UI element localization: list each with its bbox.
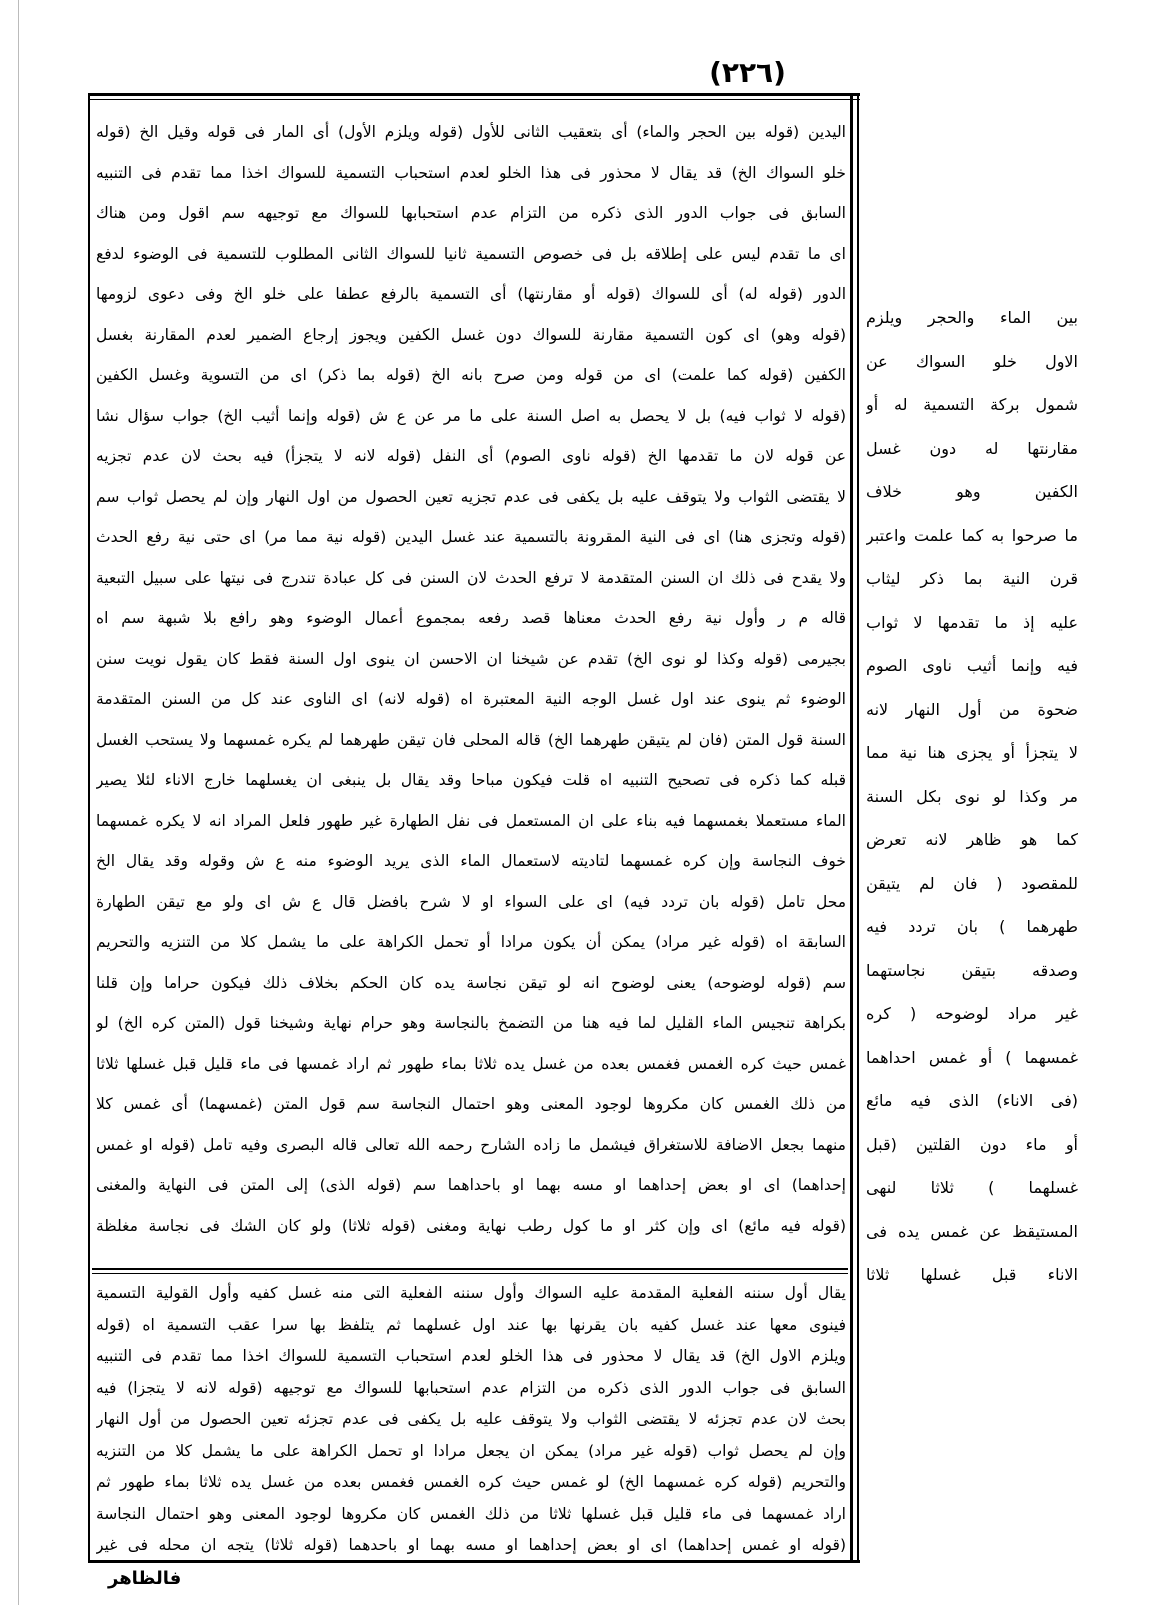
margin-text-line: عليه إذ ما تقدمها لا ثواب: [866, 612, 1078, 632]
upper-text-line: (قوله لا ثواب فيه) بل لا يحصل به اصل السنة على ما مر عن ع ش (قوله وإنما أثيب الخ) جواب سؤال نشا: [96, 406, 846, 425]
upper-text-line: بجيرمى (قوله وكذا لو نوى الخ) تقدم عن شيخنا ان الاحسن ان ينوى اول السنة فقط كان يقول نويت سنن: [96, 649, 846, 668]
upper-text-line: سم (قوله لوضوحه) يعنى لوضوح انه لو تيقن نجاسة يده كان الحكم بخلاف ذلك فيكون حراما وإن قلنا: [96, 973, 846, 992]
lower-text-line: بحث لان عدم تجزئه لا يقتضى الثواب ولا يتوقف عليه بل يكفى فى عدم تجزئه تعين الحصول من أول النهار: [96, 1410, 846, 1428]
margin-text-line: كما هو ظاهر لانه تعرض: [866, 830, 1078, 849]
commentary-upper-text: [96, 112, 846, 1246]
upper-text-line: إحداهما) اى او بعض إحداهما او مسه بهما او باحداهما سم (قوله الذى) إلى المتن فى النهاية والمغنى: [96, 1176, 846, 1194]
margin-text-line: غسلهما ) ثلاثا لنهى: [866, 1178, 1078, 1197]
margin-text-line: شمول بركة التسمية له أو: [866, 395, 1078, 414]
section-divider: [92, 1268, 848, 1270]
lower-text-line: (قوله او غمس إحداهما) اى او بعض إحداهما او مسه بهما او باحدهما (قوله ثلاثا) يتجه ان محله فى غير: [96, 1536, 846, 1554]
upper-text-line: (قوله فيه مائع) اى وإن كثر او ما كول رطب نهاية ومغنى (قوله ثلاثا) ولو كان الشك فى نجاسة مغلظة: [96, 1216, 846, 1235]
upper-text-line: اى ما تقدم ليس على إطلاقه بل فى خصوص التسمية ثانيا للسواك الثانى المطلوب للتسمية فى الوضوء لدفع: [96, 244, 846, 263]
upper-text-line: السابقة اه (قوله غير مراد) يمكن أن يكون مرادا أو تحمل الكراهة على ما يشمل كلا من التنزيه والتحريم: [96, 933, 846, 951]
lower-text-line: ويلزم الاول الخ) قد يقال لا محذور فى هذا الخلو لعدم استحباب التسمية للسواك اخذا مما تقدم فى التنبيه: [96, 1347, 846, 1365]
upper-text-line: عن قوله لان ما تقدمها الخ (قوله ناوى الصوم) أى النفل (قوله لانه لا يتجزأ) فيه بحث لان عدم تجزيه: [96, 447, 846, 465]
catchword: فالظاهر: [108, 1568, 182, 1589]
lower-text-line: والتحريم (قوله كره غمسهما الخ) لو غمس حيث كره الغمس فغمس بعده من غسل يده ثلاثا بماء طهور ثم: [96, 1473, 846, 1491]
frame-left-rule: [88, 93, 90, 1563]
upper-text-line: السابق فى جواب الدور الذى ذكره من التزام عدم استحبابها للسواك مع توجيهه سم اقول ومن هناك: [96, 204, 846, 222]
lower-text-line: وإن لم يحصل ثواب (قوله غير مراد) يمكن ان يجعل مرادا او تحمل الكراهة على ما يشمل كلا من التنزيه: [96, 1441, 846, 1460]
upper-text-line: الوضوء ثم ينوى عند اول غسل الوجه النية المعتبرة اه (قوله لانه) اى الناوى عند كل من السنن المتقدمة: [96, 690, 846, 708]
upper-text-line: الماء مستعملا بغمسهما فيه بناء على ان المستعمل فى نفل الطهارة غير طهور فلعل المراد انه لا يكره غمسهما: [96, 811, 846, 830]
margin-text-line: غير مراد لوضوحه ( كره: [866, 1004, 1078, 1023]
upper-text-line: قاله م ر وأول نية رفع الحدث معناها قصد رفعه بمجموع أعمال الوضوء وهو رافع بلا شبهة سم اه: [96, 609, 846, 627]
upper-text-line: اليدين (قوله بين الحجر والماء) أى بتعقيب الثانى للأول (قوله ويلزم الأول) أى المار فى قوله وقيل الخ (قوله: [96, 123, 846, 141]
margin-text-line: الاول خلو السواك عن: [866, 351, 1078, 371]
lower-text-line: اراد غمسهما فى ماء قليل قبل غسلها ثلاثا من ذلك الغمس كان مكروها لوجود المعنى وهو احتمال النجاسة: [96, 1504, 846, 1523]
upper-text-line: خلو السواك الخ) قد يقال لا محذور فى هذا الخلو لعدم استحباب التسمية للسواك اخذا مما تقدم فى التنبيه: [96, 163, 846, 182]
section-divider-inner: [92, 1273, 848, 1274]
margin-text-line: مقارنتها له دون غسل: [866, 438, 1078, 458]
margin-text-line: أو ماء دون القلتين (قبل: [866, 1134, 1078, 1154]
upper-text-line: الكفين (قوله كما علمت) اى من قوله ومن صرح بانه الخ (قوله بما ذكر) اى من التسوية وغسل الكفين: [96, 366, 846, 384]
upper-text-line: قبله كما ذكره فى تصحيح التنبيه اه قلت فيكون مباحا وقد يقال بل ينبغى ان يغسلهما خارج الاناء لئلا يصير: [96, 771, 846, 789]
margin-text-line: قرن النية بما ذكر ليثاب: [866, 569, 1078, 588]
lower-text-line: يقال أول سننه الفعلية المقدمة عليه السواك وأول سننه الفعلية التى منه غسل كفيه وأول القولية التسمية: [96, 1284, 846, 1302]
margin-text-line: لا يتجزأ أو يجزى هنا نية مما: [866, 743, 1078, 762]
upper-text-line: غمس حيث كره الغمس فغمس بعده من غسل يده ثلاثا بماء طهور ثم اراد غمسها فى ماء قليل قبل غسلها ثلاثا: [96, 1054, 846, 1073]
margin-text-line: غمسهما ) أو غمس احداهما: [866, 1047, 1078, 1067]
margin-text-line: المستيقظ عن غمس يده فى: [866, 1221, 1078, 1241]
upper-text-line: (قوله وتجزى هنا) اى فى النية المقرونة بالتسمية عند غسل اليدين (قوله نية مما مر) اى حتى نية رفع الحدث: [96, 528, 846, 546]
upper-text-line: (قوله وهو) اى كون التسمية مقارنة للسواك دون غسل الكفين ويجوز إرجاع الضمير لعدم المقارنة بغسل: [96, 325, 846, 344]
margin-text-line: مر وكذا لو نوى بكل السنة: [866, 786, 1078, 806]
frame-top-rule: [88, 93, 860, 96]
upper-text-line: منهما بجعل الاضافة للاستغراق فيشمل ما زاده الشارح رحمه الله تعالى قاله البصرى وفيه تامل (قوله او غمس: [96, 1135, 846, 1154]
frame-top-rule-inner: [88, 99, 860, 100]
upper-text-line: محل تامل (قوله بان تردد فيه) اى على السواء او لا شرح بافضل قال ع ش اى ولو مع تيقن الطهارة: [96, 892, 846, 911]
upper-text-line: لا يقتضى الثواب ولا يتوقف عليه بل يكفى فى عدم تجزيه تعين الحصول من اول النهار وإن لم يحصل ثواب سم: [96, 487, 846, 506]
upper-text-line: خوف النجاسة وإن كره غمسهما لتاديته لاستعمال الماء الذى يريد الوضوء منه ع ش وقوله وقد يقال الخ: [96, 852, 846, 870]
margin-text-line: الكفين وهو خلاف: [866, 482, 1078, 501]
margin-text-line: للمقصود ( فان لم يتيقن: [866, 873, 1078, 893]
margin-text-line: ضحوة من أول النهار لانه: [866, 699, 1078, 719]
lower-text-line: فينوى معها عند غسل كفيه بان يقرنها بها عند اول غسلهما ثم يتلفظ بها سرا عقب التسمية اه (قوله: [96, 1315, 846, 1334]
page-number: (٢٢٦): [709, 56, 786, 89]
upper-text-line: بكراهة تنجيس الماء القليل لما فيه هنا من التضمخ بالنجاسة وهو حرام نهاية وشيخنا قول (المتن كره الخ) لو: [96, 1014, 846, 1032]
margin-text-line: فيه وإنما أثيب ناوى الصوم: [866, 656, 1078, 675]
commentary-lower-text: [96, 1278, 846, 1562]
upper-text-line: الدور (قوله له) أى للسواك (قوله أو مقارنتها) أى التسمية بالرفع عطفا على خلو الخ وفى دعوى لزومها: [96, 285, 846, 303]
margin-text-line: بين الماء والحجر ويلزم: [866, 308, 1078, 327]
margin-text-line: ما صرحوا به كما علمت واعتبر: [866, 525, 1078, 545]
upper-text-line: ولا يقدح فى ذلك ان السنن المتقدمة لا ترفع الحدث لان السنن فى كل عبادة تندرج فى نيتها على سبيل التبعية: [96, 568, 846, 587]
margin-text-line: (فى الاناء) الذى فيه مائع: [866, 1091, 1078, 1110]
upper-text-line: السنة قول المتن (فان لم يتيقن طهرهما الخ) قاله المحلى فان تيقن طهرهما لم يكره غمسهما ولا يستحب الغسل: [96, 730, 846, 749]
margin-text-line: طهرهما ) بان تردد فيه: [866, 917, 1078, 936]
margin-main-text: [866, 296, 1078, 1297]
frame-right-rule-outer: [857, 93, 859, 1563]
lower-text-line: السابق فى جواب الدور الذى ذكره من التزام عدم استحبابها للسواك مع توجيهه (قوله لانه لا يتجزا) فيه: [96, 1378, 846, 1397]
margin-text-line: الاناء قبل غسلها ثلاثا: [866, 1265, 1078, 1284]
margin-text-line: وصدقه بتيقن نجاستهما: [866, 960, 1078, 980]
scan-edge-line: [18, 0, 19, 1605]
upper-text-line: من ذلك الغمس كان مكروها لوجود المعنى وهو احتمال النجاسة سم قول المتن (غمسهما) أى غمس كلا: [96, 1095, 846, 1113]
frame-right-rule: [850, 93, 853, 1563]
